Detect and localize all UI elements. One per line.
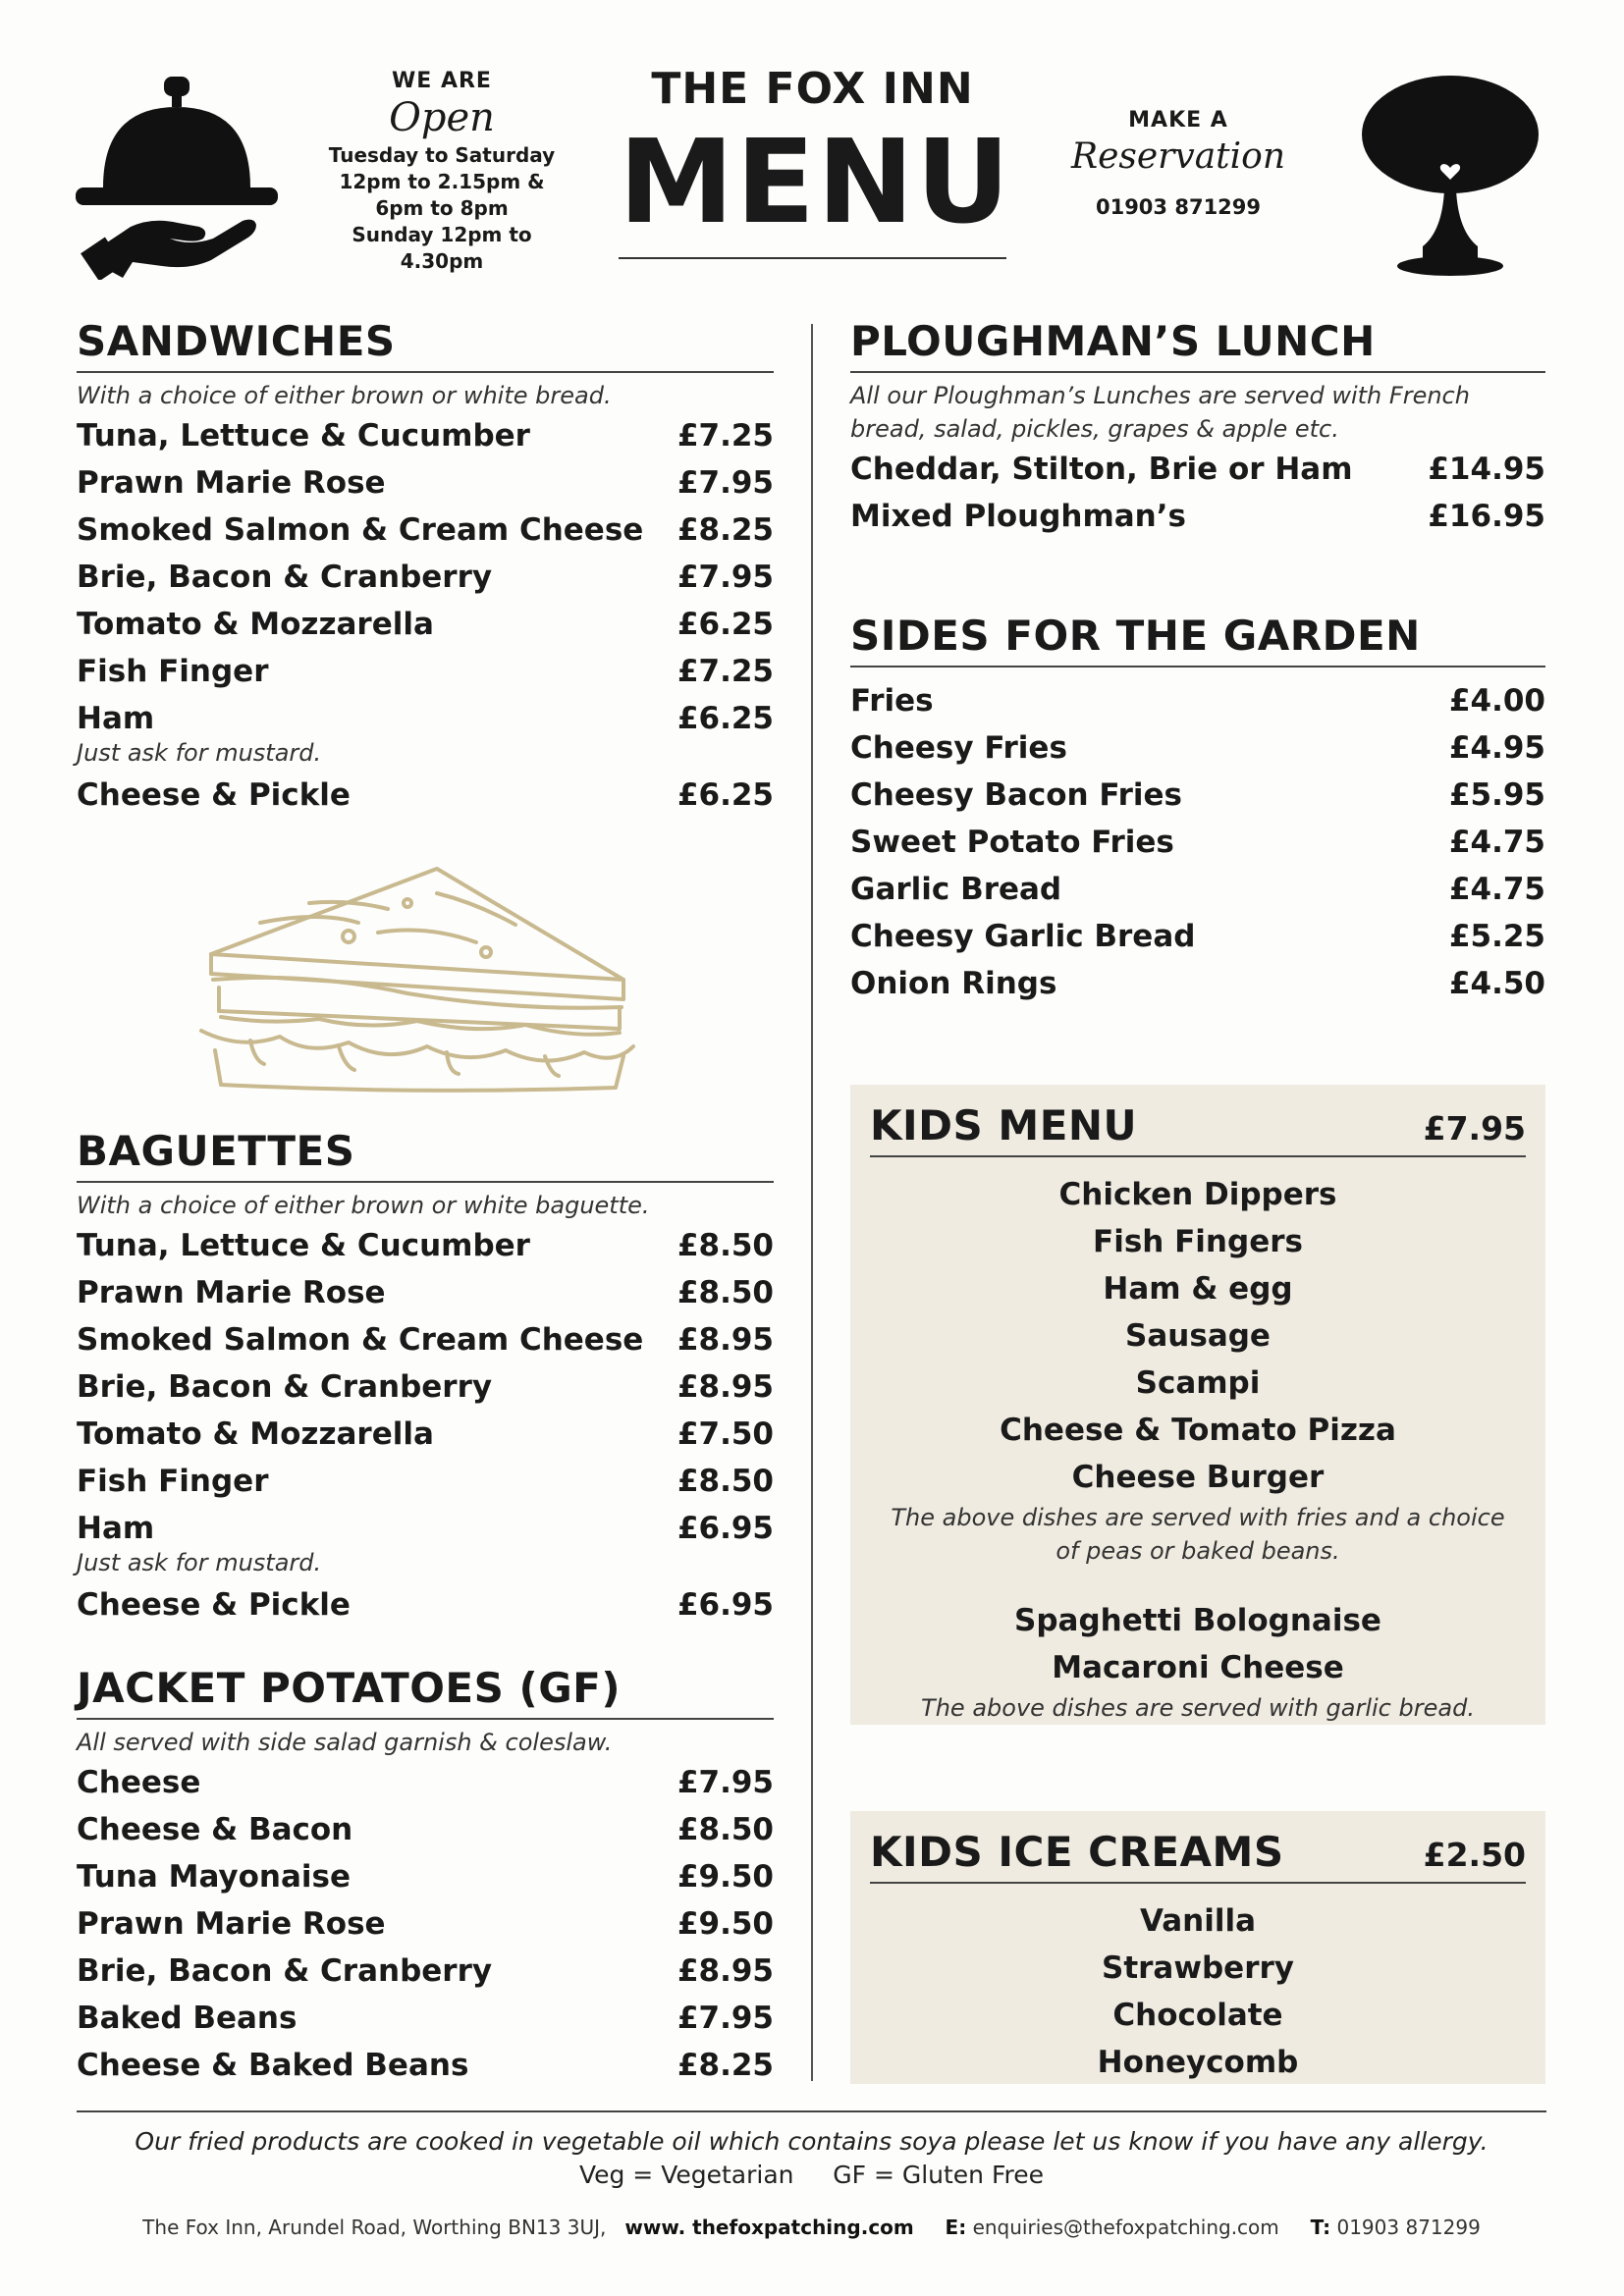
menu-item [77, 1458, 774, 1505]
section-title: SIDES FOR THE GARDEN [850, 612, 1421, 660]
kids-item: Ham & egg [1103, 1271, 1293, 1307]
kids-item: Fish Fingers [1093, 1224, 1303, 1259]
menu-item [850, 493, 1545, 540]
reservation-block [1065, 108, 1291, 219]
menu-item [77, 1806, 774, 1853]
kids-item: Scampi [1135, 1365, 1261, 1401]
ice-cream-item: Honeycomb [1097, 2045, 1299, 2080]
item-price: £7.50 [677, 1416, 774, 1452]
item-price: £4.75 [1448, 825, 1545, 860]
menu-item [77, 1411, 774, 1458]
reservation-script: Reservation [1070, 136, 1286, 177]
menu-item [77, 1363, 774, 1411]
item-name: Tuna, Lettuce & Cucumber [77, 418, 530, 454]
menu-item [850, 446, 1545, 493]
hours-line-2: 12pm to 2.15pm & [339, 170, 545, 193]
item-price: £6.95 [677, 1511, 774, 1546]
item-price: £8.25 [677, 2048, 774, 2083]
item-name: Cheese & Pickle [77, 1587, 351, 1623]
menu-list [77, 1222, 774, 1629]
hours-line-4: Sunday 12pm to 4.30pm [352, 223, 532, 273]
menu-title: MENU [619, 114, 1012, 249]
item-name: Cheese [77, 1765, 201, 1800]
section-title: SANDWICHES [77, 317, 396, 365]
menu-item [77, 412, 774, 459]
contact-line [77, 2213, 1546, 2242]
item-price: £4.95 [1448, 730, 1545, 766]
section-note: All our Ploughman’s Lunches are served with French bread, salad, pickles, grapes & apple etc. [850, 382, 1470, 443]
item-price: £9.50 [677, 1859, 774, 1895]
section-divider [77, 371, 774, 373]
allergy-notice: Our fried products are cooked in vegetable oil which contains soya please let us know if you have any allergy. [135, 2127, 1489, 2156]
menu-item [850, 724, 1545, 772]
item-price: £5.95 [1448, 777, 1545, 813]
menu-item [77, 695, 774, 742]
item-price: £4.50 [1448, 966, 1545, 1001]
item-price: £6.25 [677, 701, 774, 736]
jacket-potatoes-section [77, 1663, 774, 2089]
menu-item [77, 601, 774, 648]
item-price: £16.95 [1428, 499, 1545, 534]
hours-line-1: Tuesday to Saturday [328, 143, 556, 167]
kids-ice-header [870, 1827, 1526, 1878]
open-script: Open [389, 95, 495, 140]
item-price: £4.75 [1448, 872, 1545, 907]
menu-item [77, 1759, 774, 1806]
item-name: Cheesy Fries [850, 730, 1067, 766]
item-price: £7.95 [677, 1765, 774, 1800]
menu-list [77, 1759, 774, 2089]
item-name: Fries [850, 683, 934, 719]
menu-item [77, 1505, 774, 1552]
inn-name: THE FOX INN [651, 64, 974, 114]
baguettes-section [77, 1126, 774, 1629]
item-name: Smoked Salmon & Cream Cheese [77, 512, 644, 548]
hours-line-3: 6pm to 8pm [375, 196, 509, 220]
kids-note: The above dishes are served with fries and a choice of peas or baked beans. [891, 1504, 1505, 1565]
address: The Fox Inn, Arundel Road, Worthing BN13 3UJ, [142, 2216, 607, 2239]
menu-item [77, 1269, 774, 1316]
item-price: £7.95 [677, 465, 774, 501]
item-price: £8.25 [677, 512, 774, 548]
section-divider [77, 1181, 774, 1183]
item-name: Cheese & Pickle [77, 777, 351, 813]
item-name: Baked Beans [77, 2001, 298, 2036]
menu-item [77, 1853, 774, 1900]
menu-item [77, 1316, 774, 1363]
item-price: £6.25 [677, 777, 774, 813]
kids-item: Spaghetti Bolognaise [1014, 1603, 1381, 1638]
section-divider [77, 1718, 774, 1720]
item-name: Brie, Bacon & Cranberry [77, 1369, 493, 1405]
section-note: All served with side salad garnish & coleslaw. [77, 1729, 613, 1756]
section-title: BAGUETTES [77, 1127, 355, 1175]
item-price: £7.25 [677, 418, 774, 454]
column-divider [811, 324, 813, 2081]
menu-item [77, 459, 774, 507]
section-divider [870, 1155, 1526, 1157]
item-name: Prawn Marie Rose [77, 1906, 386, 1942]
item-price: £7.25 [677, 654, 774, 689]
menu-item [77, 507, 774, 554]
sandwiches-section [77, 316, 774, 819]
item-price: £8.95 [677, 1369, 774, 1405]
kids-ice-cream-box [850, 1811, 1545, 2084]
item-name: Prawn Marie Rose [77, 465, 386, 501]
item-name: Garlic Bread [850, 872, 1062, 907]
item-name: Cheddar, Stilton, Brie or Ham [850, 452, 1353, 487]
kids-menu-header [870, 1100, 1526, 1151]
item-name: Cheese & Baked Beans [77, 2048, 469, 2083]
item-name: Cheese & Bacon [77, 1812, 353, 1847]
tel-label: T: [1310, 2216, 1331, 2239]
footer-divider [77, 2110, 1546, 2112]
kids-menu-list [870, 1171, 1526, 1501]
dietary-key: Veg = Vegetarian GF = Gluten Free [578, 2161, 1045, 2189]
section-divider [850, 666, 1545, 667]
section-divider [850, 371, 1545, 373]
menu-item [77, 1900, 774, 1948]
item-price: £14.95 [1428, 452, 1545, 487]
item-name: Fish Finger [77, 654, 269, 689]
kids-item: Cheese Burger [1071, 1460, 1325, 1495]
item-price: £7.95 [677, 2001, 774, 2036]
item-name: Tomato & Mozzarella [77, 1416, 434, 1452]
item-price: £8.50 [677, 1464, 774, 1499]
email-link[interactable]: enquiries@thefoxpatching.com [972, 2216, 1279, 2239]
menu-item [77, 772, 774, 819]
section-title: KIDS ICE CREAMS [870, 1828, 1284, 1876]
website-link[interactable]: www. thefoxpatching.com [624, 2216, 914, 2239]
section-note: With a choice of either brown or white baguette. [77, 1192, 650, 1219]
title-divider [619, 257, 1006, 259]
menu-item [850, 960, 1545, 1007]
menu-item [850, 866, 1545, 913]
kids-ice-price: £2.50 [1423, 1836, 1526, 1874]
kids-menu-list-2 [870, 1597, 1526, 1691]
item-price: £8.50 [677, 1812, 774, 1847]
item-name: Onion Rings [850, 966, 1057, 1001]
item-name: Ham [77, 701, 155, 736]
item-name: Smoked Salmon & Cream Cheese [77, 1322, 644, 1358]
ice-cream-item: Chocolate [1112, 1998, 1283, 2033]
kids-item: Chicken Dippers [1058, 1177, 1337, 1212]
section-title: PLOUGHMAN’S LUNCH [850, 317, 1376, 365]
item-name: Ham [77, 1511, 155, 1546]
kids-menu-price: £7.95 [1423, 1109, 1526, 1148]
item-price: £8.50 [677, 1228, 774, 1263]
opening-hours [319, 69, 565, 275]
we-are-label: WE ARE [392, 69, 492, 93]
ice-cream-item: Vanilla [1139, 1903, 1257, 1939]
menu-item [850, 677, 1545, 724]
title-block [619, 64, 1012, 259]
menu-item [77, 1995, 774, 2042]
make-a-label: MAKE A [1128, 108, 1228, 133]
kids-item: Sausage [1125, 1318, 1271, 1354]
item-price: £8.95 [677, 1953, 774, 1989]
item-name: Prawn Marie Rose [77, 1275, 386, 1310]
menu-item [77, 554, 774, 601]
menu-list [77, 412, 774, 819]
section-title: JACKET POTATOES (GF) [77, 1664, 622, 1712]
menu-item [850, 913, 1545, 960]
sides-section [850, 611, 1545, 1007]
item-name: Sweet Potato Fries [850, 825, 1174, 860]
item-name: Tomato & Mozzarella [77, 607, 434, 642]
tree-heart-icon [1360, 74, 1542, 280]
item-name: Cheesy Garlic Bread [850, 919, 1196, 954]
menu-item [77, 1581, 774, 1629]
section-divider [870, 1882, 1526, 1884]
menu-item [77, 2042, 774, 2089]
item-name: Fish Finger [77, 1464, 269, 1499]
item-name: Brie, Bacon & Cranberry [77, 1953, 493, 1989]
email-label: E: [945, 2216, 967, 2239]
item-price: £6.95 [677, 1587, 774, 1623]
ice-cream-item: Strawberry [1102, 1950, 1294, 1986]
item-price: £8.95 [677, 1322, 774, 1358]
item-price: £8.50 [677, 1275, 774, 1310]
item-name: Cheesy Bacon Fries [850, 777, 1182, 813]
ice-cream-list [870, 1897, 1526, 2086]
item-name: Tuna, Lettuce & Cucumber [77, 1228, 530, 1263]
item-price: £9.50 [677, 1906, 774, 1942]
kids-note: The above dishes are served with garlic bread. [921, 1694, 1475, 1722]
ploughmans-section [850, 316, 1545, 540]
tel-link[interactable]: 01903 871299 [1336, 2216, 1481, 2239]
kids-menu-box [850, 1085, 1545, 1725]
reservation-phone[interactable]: 01903 871299 [1095, 195, 1262, 219]
item-price: £7.95 [677, 560, 774, 595]
section-note: With a choice of either brown or white bread. [77, 382, 612, 409]
item-name: Tuna Mayonaise [77, 1859, 351, 1895]
item-note: Just ask for mustard. [77, 739, 322, 767]
item-price: £4.00 [1448, 683, 1545, 719]
menu-list [850, 677, 1545, 1007]
item-price: £5.25 [1448, 919, 1545, 954]
item-name: Mixed Ploughman’s [850, 499, 1186, 534]
menu-item [77, 1222, 774, 1269]
menu-list [850, 446, 1545, 540]
kids-item: Macaroni Cheese [1052, 1650, 1344, 1685]
kids-item: Cheese & Tomato Pizza [1000, 1413, 1396, 1448]
sandwich-illustration [191, 864, 658, 1095]
menu-item [850, 772, 1545, 819]
item-price: £6.25 [677, 607, 774, 642]
menu-item [77, 648, 774, 695]
section-title: KIDS MENU [870, 1101, 1138, 1149]
cloche-serving-icon [74, 74, 280, 280]
item-name: Brie, Bacon & Cranberry [77, 560, 493, 595]
item-note: Just ask for mustard. [77, 1549, 322, 1576]
menu-item [850, 819, 1545, 866]
menu-item [77, 1948, 774, 1995]
